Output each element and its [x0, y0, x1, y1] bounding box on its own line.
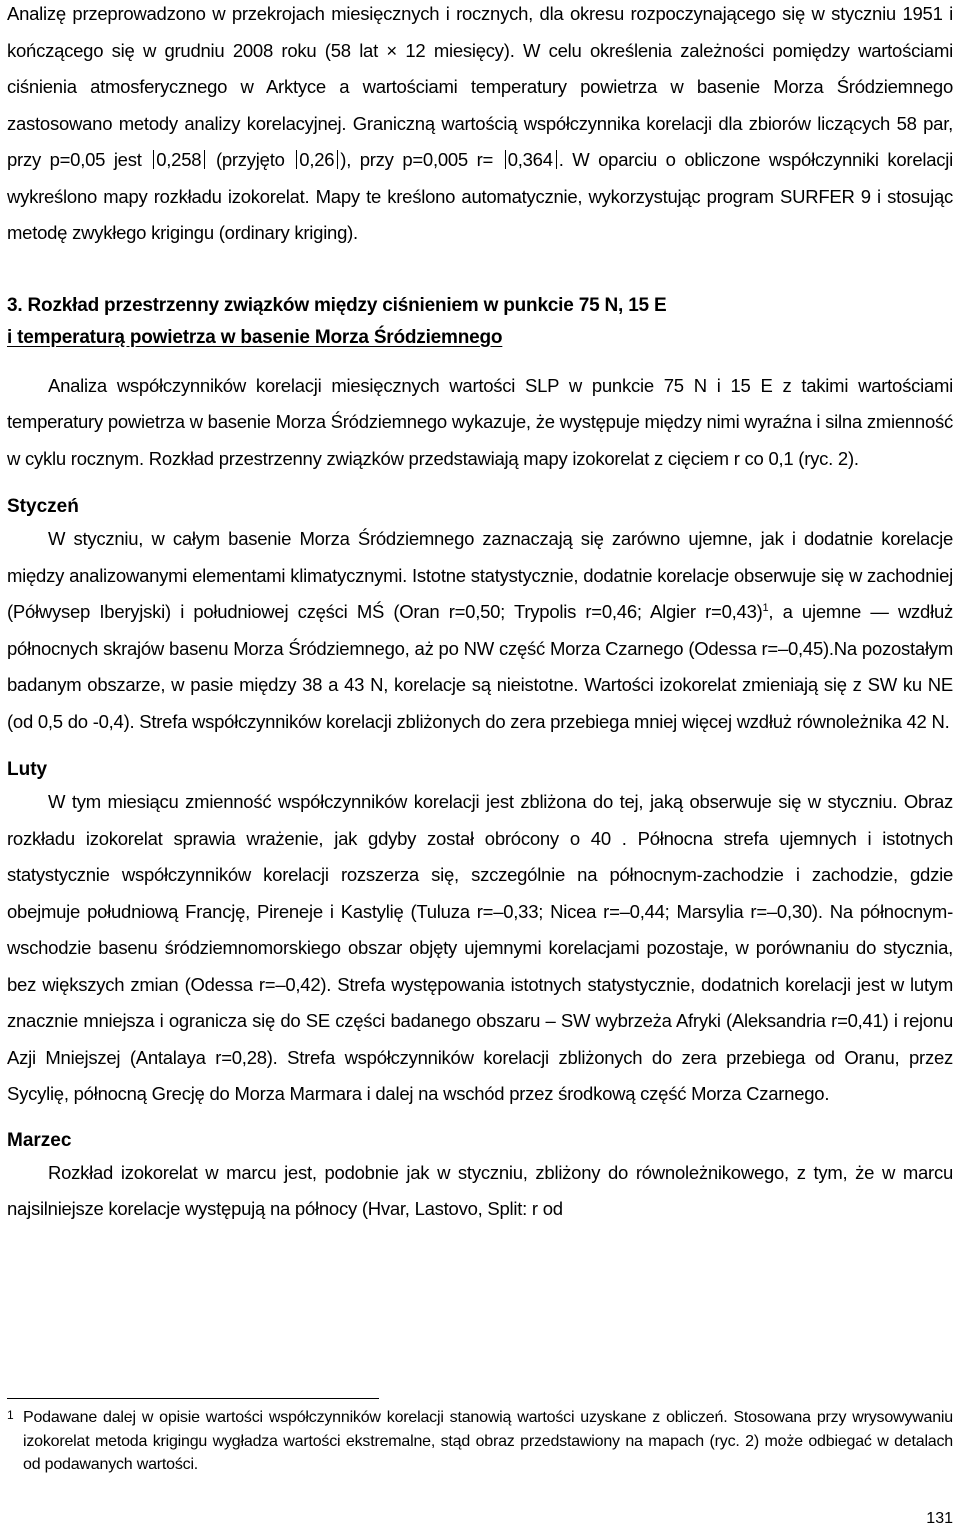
- footnote: [7, 1406, 953, 1477]
- intro-text-1: Analizę przeprowadzono w przekrojach miesięcznych i rocznych, dla okresu rozpoczynającego się w styczniu 1951 i kończącego się w grudniu 2008 roku (58 lat × 12 miesięcy). W celu określenia zależności pomiędzy wartościami ciśnienia atmosferycznego w Arktyce a wartościami temperatury powietrza w basenie Morza Śródziemnego zastosowano metody analizy korelacyjnej. Graniczną wartością współczynnika korelacji dla zbiorów liczących 58 par, przy p=0,05 jest: [7, 3, 953, 170]
- section-title-line-1: 3. Rozkład przestrzenny związków między ciśnieniem w punkcie 75 N, 15 E: [7, 294, 667, 316]
- page-number: 131: [926, 1510, 953, 1527]
- heading-luty: Luty: [7, 759, 48, 780]
- section-intro-paragraph: Analiza współczynników korelacji miesięcznych wartości SLP w punkcie 75 N i 15 E z takimi wartościami temperatury powietrza w basenie Morza Śródziemnego wykazuje, że występuje między nimi wyraźna i silna zmienność w cyklu rocznym. Rozkład przestrzenny związków przedstawiają mapy izokorelat z cięciem r co 0,1 (ryc. 2).: [7, 374, 953, 469]
- marzec-paragraph: Rozkład izokorelat w marcu jest, podobnie jak w styczniu, zbliżony do równoleżnikowego, z tym, że w marcu najsilniejsze korelacje występują na północy (Hvar, Lastovo, Split: r od: [7, 1161, 953, 1219]
- footnote-divider: [7, 1398, 379, 1399]
- intro-text-2: (przyjęto: [215, 149, 285, 170]
- abs-bar: [337, 150, 338, 169]
- footnote-text: Podawane dalej w opisie wartości współczynników korelacji stanowią wartości uzyskane z obliczeń. Stosowana przy wrysowywaniu izokorelat metoda krigingu wygładza wartości ekstremalne, stąd obraz przedstawiony na mapach (ryc. 2) może odbiegać w detalach od podawanych wartości.: [23, 1409, 953, 1473]
- styczen-text-2: , a ujemne — wzdłuż północnych skrajów basenu Morza Śródziemnego, aż po NW część Morza Czarnego (Odessa r=–0,45).Na pozostałym badanym obszarze, w pasie między 38 a 43 N, korelacje są nieistotne. Wartości izokorelat zmieniają się z SW ku NE (od 0,5 do -0,4). Strefa współczynników korelacji zbliżonych do zera przebiega mniej więcej wzdłuż równoleżnika 42 N.: [7, 601, 953, 732]
- critical-value-005: 0,258: [156, 149, 202, 170]
- section-title: [7, 290, 953, 354]
- section-title-line-2: i temperaturą powietrza w basenie Morza Śródziemnego: [7, 326, 503, 348]
- intro-text-3: ), przy p=0,005 r=: [340, 149, 494, 170]
- abs-bar: [296, 150, 297, 169]
- luty-paragraph: W tym miesiącu zmienność współczynników korelacji jest zbliżona do tej, jaką obserwuje się w styczniu. Obraz rozkładu izokorelat sprawia wrażenie, jak gdyby został obrócony o 40 . Północna strefa ujemnych i istotnych statystycznie współczynników korelacji rozszerza się, szczególnie na północnym-zachodzie i zachodzie, gdzie obejmuje południową Francję, Pireneje i Kastylię (Tuluza r=–0,33; Nicea r=–0,44; Marsylia r=–0,30). Na północnym-wschodzie basenu śródziemnomorskiego obszar objęty ujemnymi korelacjami pozostaje, w porównaniu do stycznia, bez większych zmian (Odessa r=–0,42). Strefa występowania istotnych statystycznie, dodatnich korelacji jest w lutym znacznie mniejsza i ogranicza się do SE części badanego obszaru – SW wybrzeża Afryki (Aleksandria r=0,41) i rejonu Azji Mniejszej (Antalaya r=0,28). Strefa współczynników korelacji zbliżonych do zera przebiega od Oranu, przez Sycylię, północną Grecję do Morza Marmara i dalej na wschód przez środkową część Morza Czarnego.: [7, 791, 953, 1104]
- abs-bar: [505, 150, 506, 169]
- footnote-number: 1: [7, 1408, 14, 1422]
- abs-bar: [153, 150, 154, 169]
- adopted-value: 0,26: [299, 149, 335, 170]
- footnote-reference: 1: [762, 601, 769, 614]
- heading-marzec: Marzec: [7, 1129, 72, 1151]
- heading-styczen: Styczeń: [7, 496, 79, 517]
- critical-value-0005: 0,364: [507, 149, 553, 170]
- abs-bar: [204, 150, 205, 169]
- styczen-text-1: W styczniu, w całym basenie Morza Śródziemnego zaznaczają się zarówno ujemne, jak i dodatnie korelacje między analizowanymi elementami klimatycznymi. Istotne statystycznie, dodatnie korelacje obserwuje się w zachodniej (Półwysep Iberyjski) i południowej części MŚ (Oran r=0,50; Trypolis r=0,46; Algier r=0,43): [7, 528, 953, 622]
- styczen-paragraph: [7, 521, 953, 740]
- abs-bar: [556, 150, 557, 169]
- intro-paragraph: [7, 0, 953, 252]
- intro-text-4: . W oparciu o obliczone współczynniki korelacji wykreślono mapy rozkładu izokorelat. Mapy te kreślono automatycznie, wykorzystując program SURFER 9 i stosując metodę zwykłego krigingu (ordinary kriging).: [7, 149, 953, 243]
